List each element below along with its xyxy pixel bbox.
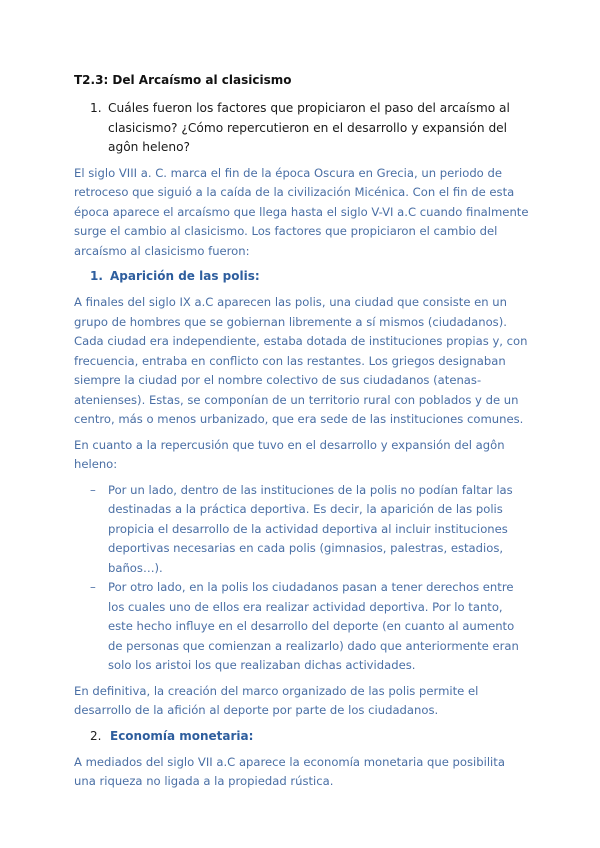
- bullet-text: Por un lado, dentro de las instituciones de la polis no podían faltar las destinadas a la práctica deportiva. Es decir, la aparición de las polis propicia el desarrollo de la actividad deportiva al incluir instituciones deportivas necesarias en cada polis (gimnasios, palestras, estadios, baños…).: [108, 482, 513, 575]
- bullet-dash: –: [90, 580, 96, 594]
- list-item: [74, 481, 530, 579]
- section-2-number: 2.: [90, 728, 102, 743]
- document-title: T2.3: Del Arcaísmo al clasicismo: [74, 73, 292, 87]
- repercussion-intro: En cuanto a la repercusión que tuvo en el desarrollo y expansión del agôn heleno:: [74, 437, 505, 471]
- bullet-text: Por otro lado, en la polis los ciudadanos pasan a tener derechos entre los cuales uno de ellos era realizar actividad deportiva. Por lo tanto, este hecho influye en el desarrollo del deporte (en cuanto al aumento de personas que comienzan a realizarlo) dado que anteriormente eran solo los aristoi los que realizaban dichas actividades.: [108, 580, 519, 672]
- intro-paragraph: El siglo VIII a. C. marca el fin de la época Oscura en Grecia, un periodo de retroceso que siguió a la caída de la civilización Micénica. Con el fin de esta época aparece el arcaísmo que llega hasta el siglo V-VI a.C cuando finalmente surge el cambio al clasicismo. Los factores que propiciaron el cambio del arcaísmo al clasicismo fueron:: [74, 165, 529, 258]
- section-1-title: Aparición de las polis:: [110, 269, 260, 283]
- question-item: [90, 99, 530, 158]
- section-2-title: Economía monetaria:: [110, 728, 254, 743]
- bullet-list: [74, 481, 530, 676]
- section-2-paragraph: A mediados del siglo VII a.C aparece la economía monetaria que posibilita una riqueza no ligada a la propiedad rústica.: [74, 754, 505, 788]
- list-item: [74, 578, 530, 676]
- conclusion-paragraph: En definitiva, la creación del marco organizado de las polis permite el desarrollo de la afición al deporte por parte de los ciudadanos.: [74, 683, 479, 717]
- question-number: 1.: [90, 101, 102, 115]
- section-1-heading: [90, 267, 530, 285]
- section-1-paragraph: A finales del siglo IX a.C aparecen las polis, una ciudad que consiste en un grupo de hombres que se gobiernan libremente a sí mismos (ciudadanos). Cada ciudad era independiente, estaba dotada de instituciones propias y, con frecuencia, entraba en conflicto con las restantes. Los griegos designaban siempre la ciudad por el nombre colectivo de sus ciudadanos (atenas-atenienses). Estas, se componían de un territorio rural con poblados y de un centro, más o menos urbanizado, que era sede de las instituciones comunes.: [74, 295, 528, 426]
- section-1-number: 1.: [90, 269, 103, 283]
- bullet-dash: –: [90, 482, 96, 497]
- question-text: Cuáles fueron los factores que propiciaron el paso del arcaísmo al clasicismo? ¿Cómo repercutieron en el desarrollo y expansión del agôn heleno?: [108, 101, 510, 154]
- section-2-heading: [90, 727, 530, 745]
